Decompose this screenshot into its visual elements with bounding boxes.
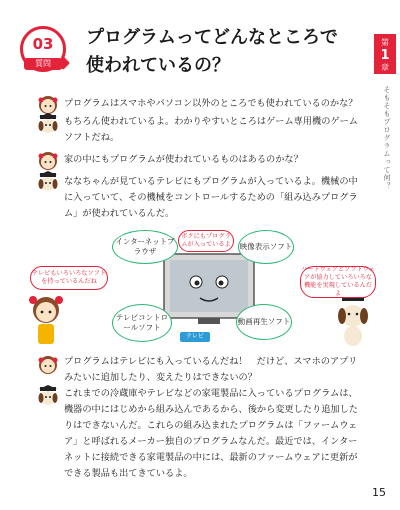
dialogue-line-4: ななちゃんが見ているテレビにもプログラムが入っているよ。機械の中に入っていて、その機械をコントロールするための「組み込みプログラム」が使われているんだ。	[64, 176, 358, 219]
chapter-suffix: 章	[381, 63, 389, 72]
badge-number: 03	[32, 35, 54, 53]
dog-avatar-icon	[36, 170, 60, 194]
dog-avatar-icon	[36, 384, 60, 408]
dog-avatar-icon	[36, 112, 60, 136]
tv-speech-bubble: ボクにもプログラムが入っているよ	[178, 230, 234, 252]
chapter-label: 第	[381, 38, 389, 47]
girl-speech-bubble: テレビもいろいろなソフトを持っているんだね	[30, 266, 108, 290]
bubble-video-playback: 動画再生ソフト	[236, 304, 292, 340]
dialogue-line-6: これまでの冷蔵庫やテレビなどの家電製品に入っているプログラムは、機器の中にはじめから組み込んであるから、後から変更したり追加したりはできないんだ。これらの組み込まれたプログラムは「ファームウェア」と呼ばれるメーカー独自のプログラムなんだ。最近では、インターネットに接続できる家電製品の中には、最新のファームウェアに更新ができる製品も出てきているよ。	[64, 388, 358, 479]
chapter-tab	[374, 34, 396, 74]
dialogue-line-2: もちろん使われているよ。わかりやすいところはゲーム専用機のゲームソフトだね。	[64, 116, 358, 143]
dialogue-line-1: プログラムはスマホやパソコン以外のところでも使われているのかな？	[64, 98, 358, 109]
girl-avatar-icon	[36, 148, 60, 172]
tv-label: テレビ	[180, 332, 210, 342]
chapter-number: 1	[380, 48, 390, 63]
dialogue-line-5: プログラムはテレビにも入っているんだね！ だけど、スマホのアプリみたいに追加したり、変えたりはできないの？	[64, 356, 358, 383]
bubble-tv-control: テレビコントロールソフト	[112, 304, 172, 342]
girl-avatar-icon	[36, 352, 60, 376]
badge-label: 質問	[24, 58, 62, 70]
bubble-internet-browser: インターネットブラウザ	[112, 230, 178, 264]
running-header: そもそもプログラムって何？	[383, 86, 391, 190]
dog-speech-bubble: ハードウェアとソフトウェアが協力していろいろな機能を実現しているんだよ	[301, 266, 375, 297]
bubble-video-display: 映像表示ソフト	[238, 230, 294, 264]
title-line-2: 使われているの？	[86, 55, 230, 76]
page-title	[86, 24, 356, 80]
page-number: 15	[372, 486, 386, 499]
dialogue-line-3: 家の中にもプログラムが使われているものはあるのかな？	[64, 154, 303, 165]
title-line-1: プログラムってどんなところで	[86, 27, 338, 48]
